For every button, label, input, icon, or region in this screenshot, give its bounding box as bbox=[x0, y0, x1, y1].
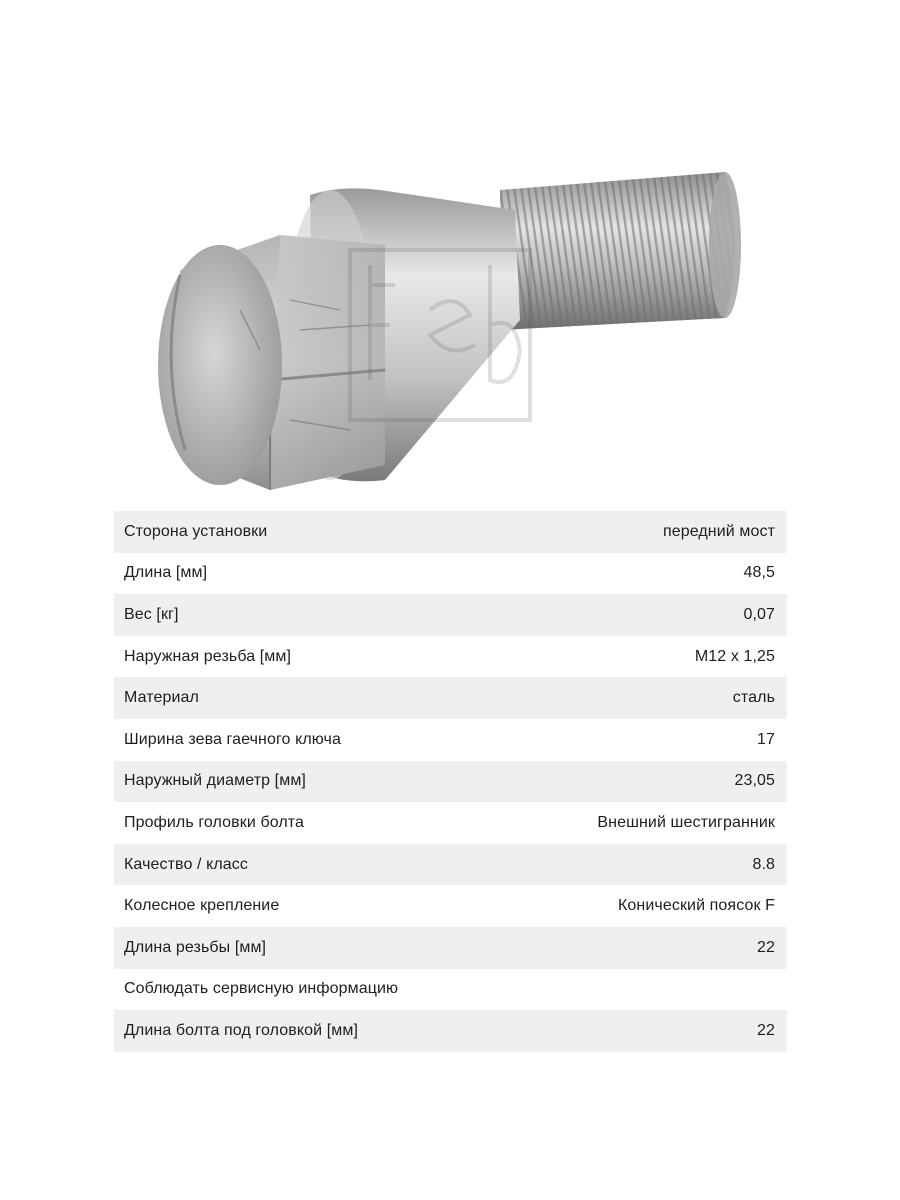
spec-value: 22 bbox=[757, 1021, 775, 1039]
spec-label: Качество / класс bbox=[124, 855, 248, 873]
spec-row bbox=[114, 969, 787, 1011]
spec-label: Длина болта под головкой [мм] bbox=[124, 1021, 359, 1039]
spec-row bbox=[114, 594, 787, 636]
spec-row bbox=[114, 719, 787, 761]
wheel-bolt-photo bbox=[140, 150, 760, 510]
spec-label: Ширина зева гаечного ключа bbox=[124, 730, 341, 748]
spec-value: Конический поясок F bbox=[618, 897, 775, 915]
spec-value: 17 bbox=[757, 730, 775, 748]
spec-row bbox=[114, 885, 787, 927]
spec-value: передний мост bbox=[662, 522, 775, 540]
spec-row bbox=[114, 927, 787, 969]
spec-label: Материал bbox=[124, 689, 199, 707]
spec-label: Колесное крепление bbox=[124, 897, 280, 915]
spec-value: 8.8 bbox=[752, 855, 775, 873]
spec-row bbox=[114, 1010, 787, 1052]
spec-label: Наружная резьба [мм] bbox=[124, 647, 292, 665]
spec-value: 22 bbox=[757, 938, 775, 956]
spec-row bbox=[114, 636, 787, 678]
spec-row bbox=[114, 553, 787, 595]
spec-label: Наружный диаметр [мм] bbox=[124, 772, 306, 790]
product-image bbox=[140, 150, 760, 510]
spec-row bbox=[114, 844, 787, 886]
spec-label: Вес [кг] bbox=[124, 605, 179, 623]
spec-label: Соблюдать сервисную информацию bbox=[124, 980, 399, 998]
spec-row bbox=[114, 511, 787, 553]
spec-value: 0,07 bbox=[743, 605, 775, 623]
spec-row bbox=[114, 761, 787, 803]
spec-value: M12 x 1,25 bbox=[694, 647, 775, 665]
spec-label: Профиль головки болта bbox=[124, 813, 305, 831]
spec-value: 23,05 bbox=[734, 772, 775, 790]
spec-value: Внешний шестигранник bbox=[597, 813, 775, 831]
spec-value: 48,5 bbox=[743, 564, 775, 582]
spec-label: Сторона установки bbox=[124, 522, 268, 540]
spec-row bbox=[114, 677, 787, 719]
spec-table bbox=[114, 511, 787, 1052]
spec-label: Длина резьбы [мм] bbox=[124, 938, 267, 956]
spec-value: сталь bbox=[732, 689, 775, 707]
spec-row bbox=[114, 802, 787, 844]
spec-label: Длина [мм] bbox=[124, 564, 208, 582]
